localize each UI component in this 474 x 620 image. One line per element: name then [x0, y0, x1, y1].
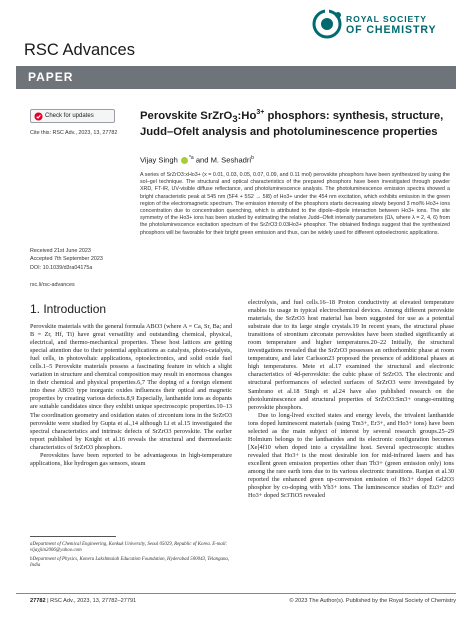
- article-dates: [30, 248, 103, 264]
- journal-name: RSC Advances: [24, 41, 135, 59]
- author-list: [140, 155, 254, 165]
- accepted-date: Accepted 7th September 2023: [30, 255, 103, 262]
- abstract: A series of SrZrO3:xHo3+ (x = 0.01, 0.03, 0.05, 0.07, 0.09, and 0.11 mol) perovskite phosphors have been synthesized by using the sol–gel technique. The structural and optical characteristics of the prepared phosphors have been investigated through powder XRD, FT-IR, UV-visible diffuse reflectance, and photoluminescence analysis. The photoluminescence emission spectra showed a bright characteristic peak at 545 nm (5F4 + 5S2 → 5I8) of Ho3+ under the 454 nm excitation, which exhibits emission in the green region of the electromagnetic spectrum. The emission intensity of the phosphors starts decreasing slowly beyond 3 mol% Ho3+ ions concentration due to concentration quenching, which is attributed to the dipole–dipole interaction between Ho3+ ions. The site symmetry of the Ho3+ ions has been studied by estimating the relative Judd–Ofelt intensity parameters (Ωλ, where λ = 2, 4, 6) from the photoluminescence excitation spectrum of the SrZrO3:0.03Ho3+ phosphor. The obtained findings suggest that the synthesized phosphors will be favorable for their bright green emission and thus, can be widely used for different optoelectronic applications.: [140, 172, 450, 236]
- rsc-logo-icon: [312, 9, 342, 39]
- orcid-icon[interactable]: [181, 157, 188, 164]
- section-band: [16, 66, 456, 89]
- footnote-divider: [30, 536, 116, 537]
- logo-line-1: ROYAL SOCIETY: [346, 14, 427, 24]
- footer-citation: [30, 598, 136, 604]
- footer-copyright: © 2023 The Author(s). Published by the Royal Society of Chemistry: [289, 598, 456, 604]
- affiliations: [30, 542, 232, 569]
- affiliation-a: aDepartment of Chemical Engineering, Konkuk University, Seoul 05029, Republic of Korea. E-mail: vijayjiin2006@yahoo.com: [30, 542, 228, 554]
- rsc-logo: [312, 9, 462, 47]
- check-updates-label: Check for updates: [45, 113, 94, 119]
- author-name[interactable]: and M. Seshadri: [193, 155, 252, 165]
- title-part-b: :Ho: [237, 109, 257, 122]
- author-affiliation-mark: *a: [188, 155, 194, 161]
- footer-journal-ref: | RSC Adv., 2023, 13, 27782–27791: [45, 598, 137, 604]
- title-part-c: phosphors: synthesis, structure, Judd–Ofelt analysis and photoluminescence properties: [140, 109, 444, 138]
- check-updates-icon: [34, 112, 43, 121]
- body-column-left: [30, 323, 232, 468]
- received-date: Received 21st June 2023: [30, 248, 91, 254]
- article-title: [140, 106, 450, 139]
- paragraph: Perovskite materials with the general formula ABO3 (where A = Ca, Sr, Ba; and B = Zr, Hf, Ti) have great versatility and outstanding chemical, physical, electrical, and thermo-mechanical properties. These host lattices are getting special attention due to their potential applications as catalysts, photo-catalysts, fuel cells, in photovoltaic applications, optoelectronics, and solid oxide fuel cells.1–5 Perovskite materials possess a fascinating feature in which a slight variation in structure and chemical composition may result in enormous changes in their chemical and physical properties.6,7 The doping of a foreign element into these ABO3 type inorganic oxides influences their optical and magnetic properties by creating various defects.8,9 Especially, lanthanide ions as dopants are suitable candidates since they exhibit unique spectroscopic properties.10–13 The coordination geometry and oxidation states of zirconium ions in the SrZrO3 perovskite were studied by Gupta et al.,14 although Li et al.15 investigated the spectral characteristics and intrinsic defects of SrZrO3 perovskite. The earlier report published by Knight et al.16 reveals the structural and thermoelastic characteristics of SrZrO3 phosphors.: [30, 323, 232, 451]
- check-for-updates-button[interactable]: [30, 109, 115, 123]
- title-superscript: 3+: [256, 109, 265, 116]
- affiliation-b: bDepartment of Physics, Koneru Lakshmaiah Education Foundation, Hyderabad 500043, Telangana, India: [30, 556, 230, 568]
- footer-divider: [16, 593, 456, 594]
- paragraph: Due to long-lived excited states and energy levels, the trivalent lanthanide ions doped luminescent materials (using Tm3+, Er3+, and Ho3+ ions) have been selected as the main subject of interest by several research groups.25–29 Holmium belongs to the lanthanides and its electronic configuration becomes [Xe]4f10 when doped into a crystalline host. Several spectroscopic studies revealed that Ho3+ is the most desirable ion for mid-infrared lasers and has excellent green emission properties other than Tb3+ (green emission only) ions among the rare earth ions due to its various electronic transitions. Ranjan et al.30 reported the enhanced green up-conversion emission of Ho3+ doped Gd2O3 phosphor by co-doping with Yb3+ ions. The luminescence studies of Eu3+ and Ho3+ doped Sr3TiO5 revealed: [248, 411, 454, 500]
- section-label: PAPER: [28, 70, 74, 84]
- author-name[interactable]: Vijay Singh: [140, 155, 178, 165]
- doi-link[interactable]: DOI: 10.1039/d3ra04175a: [30, 265, 93, 271]
- section-heading: 1. Introduction: [30, 302, 107, 316]
- logo-line-2: OF CHEMISTRY: [346, 24, 437, 36]
- cite-this: Cite this: RSC Adv., 2023, 13, 27782: [30, 130, 118, 136]
- author-affiliation-mark: b: [251, 155, 254, 161]
- paragraph: electrolysis, and fuel cells.16–18 Proton conductivity at elevated temperature enables its usage in typical electrochemical devices. Among different perovskite materials, the SrZrO3 host material has been suggested for use as a potential substrate due to its large single crystals.19 In recent years, the structural phase transitions of strontium zirconate perovskites have been studied significantly at room temperature and higher temperatures.20–22 Initially, the structural investigations revealed that the SrZrO3 possesses an orthorhombic phase at room temperature, and later Carlsson23 proposed the presence of additional phases at high temperatures. Mete et al.17 examined the structural and electronic characteristics of 4d-perovskite: the cubic phase of SrZrO3. The electronic and structural performances of selected surfaces of SrZrO3 were investigated by Sambrano et al.18 Singh et al.24 have also published research on the photoluminescence and structural properties of SrZrO3:Sm3+ orange-emitting perovskite phosphors.: [248, 299, 454, 411]
- title-part-a: Perovskite SrZrO: [140, 109, 233, 122]
- page-number: 27782: [30, 598, 46, 604]
- body-column-right: [248, 299, 454, 500]
- paragraph: Perovskites have been reported to be advantageous in high-temperature applications, like hydrogen gas sensors, steam: [30, 451, 232, 467]
- journal-link[interactable]: rsc.li/rsc-advances: [30, 282, 75, 288]
- title-subscript: 3: [232, 113, 238, 125]
